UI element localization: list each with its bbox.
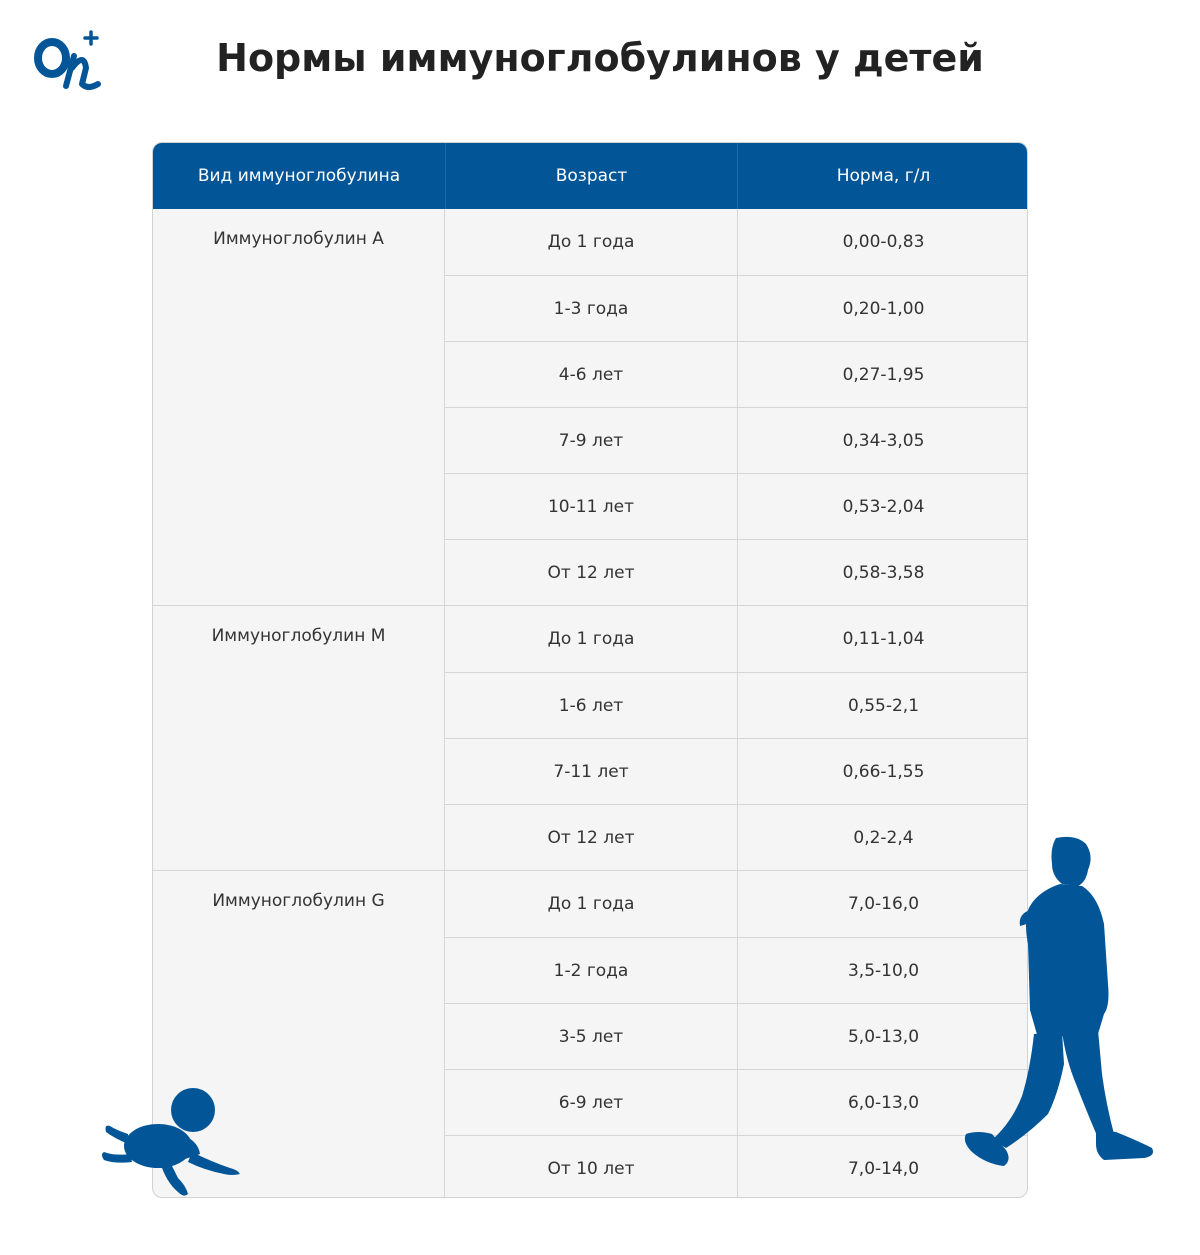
table-row [445, 1003, 1028, 1069]
type-cell: Иммуноглобулин M [153, 606, 445, 870]
norm-cell: 0,11-1,04 [737, 606, 1028, 672]
age-cell: От 12 лет [547, 562, 635, 583]
table-body [153, 209, 1028, 1198]
immunoglobulin-table [152, 142, 1028, 1198]
table-row [445, 407, 1028, 473]
table-row [445, 539, 1028, 605]
age-cell: До 1 года [547, 232, 635, 252]
table-row [445, 606, 1028, 672]
walking-child-icon [958, 834, 1158, 1174]
age-cell: 1-3 года [553, 298, 629, 319]
table-header [153, 143, 1028, 209]
age-cell: От 10 лет [547, 1158, 635, 1179]
norm-cell: 0,66-1,55 [737, 739, 1028, 804]
age-cell: 7-11 лет [553, 761, 629, 782]
type-cell: Иммуноглобулин A [153, 209, 445, 605]
table-row [445, 341, 1028, 407]
group-immunoglobulin-g [153, 870, 1028, 1198]
table-row [445, 1069, 1028, 1135]
table-row [445, 937, 1028, 1003]
norm-cell: 0,20-1,00 [737, 276, 1028, 341]
table-row [445, 1135, 1028, 1198]
age-cell: До 1 года [547, 894, 635, 914]
norm-cell: 0,2-2,4 [737, 805, 1028, 870]
age-cell: До 1 года [547, 629, 635, 649]
column-header-age: Возраст [445, 143, 737, 209]
table-row [445, 209, 1028, 275]
norm-cell: 0,34-3,05 [737, 408, 1028, 473]
norm-cell: 0,00-0,83 [737, 209, 1028, 275]
table-row [445, 672, 1028, 738]
crawling-baby-icon [100, 1082, 245, 1204]
column-header-type: Вид иммуноглобулина [197, 166, 401, 186]
norm-cell: 7,0-16,0 [737, 871, 1028, 937]
age-cell: 10-11 лет [547, 496, 635, 517]
norm-cell: 0,55-2,1 [737, 673, 1028, 738]
norm-cell: 0,58-3,58 [737, 540, 1028, 605]
age-cell: 4-6 лет [558, 364, 624, 385]
age-cell: 1-6 лет [558, 695, 624, 716]
norm-cell: 5,0-13,0 [737, 1004, 1028, 1069]
table-row [445, 473, 1028, 539]
age-cell: 6-9 лет [558, 1092, 624, 1113]
age-cell: 3-5 лет [558, 1026, 624, 1047]
table-row [445, 804, 1028, 870]
type-cell: Иммуноглобулин G [153, 871, 445, 1198]
page-title: Нормы иммуноглобулинов у детей [216, 36, 984, 80]
norm-cell: 7,0-14,0 [737, 1136, 1028, 1198]
table-row [445, 871, 1028, 937]
group-immunoglobulin-a [153, 209, 1028, 605]
norm-cell: 0,53-2,04 [737, 474, 1028, 539]
norm-cell: 6,0-13,0 [737, 1070, 1028, 1135]
norm-cell: 3,5-10,0 [737, 938, 1028, 1003]
table-row [445, 738, 1028, 804]
column-header-norm: Норма, г/л [737, 143, 1028, 209]
age-cell: 7-9 лет [558, 430, 624, 451]
norm-cell: 0,27-1,95 [737, 342, 1028, 407]
table-row [445, 275, 1028, 341]
age-cell: 1-2 года [553, 960, 629, 981]
age-cell: От 12 лет [547, 827, 635, 848]
group-immunoglobulin-m [153, 605, 1028, 870]
